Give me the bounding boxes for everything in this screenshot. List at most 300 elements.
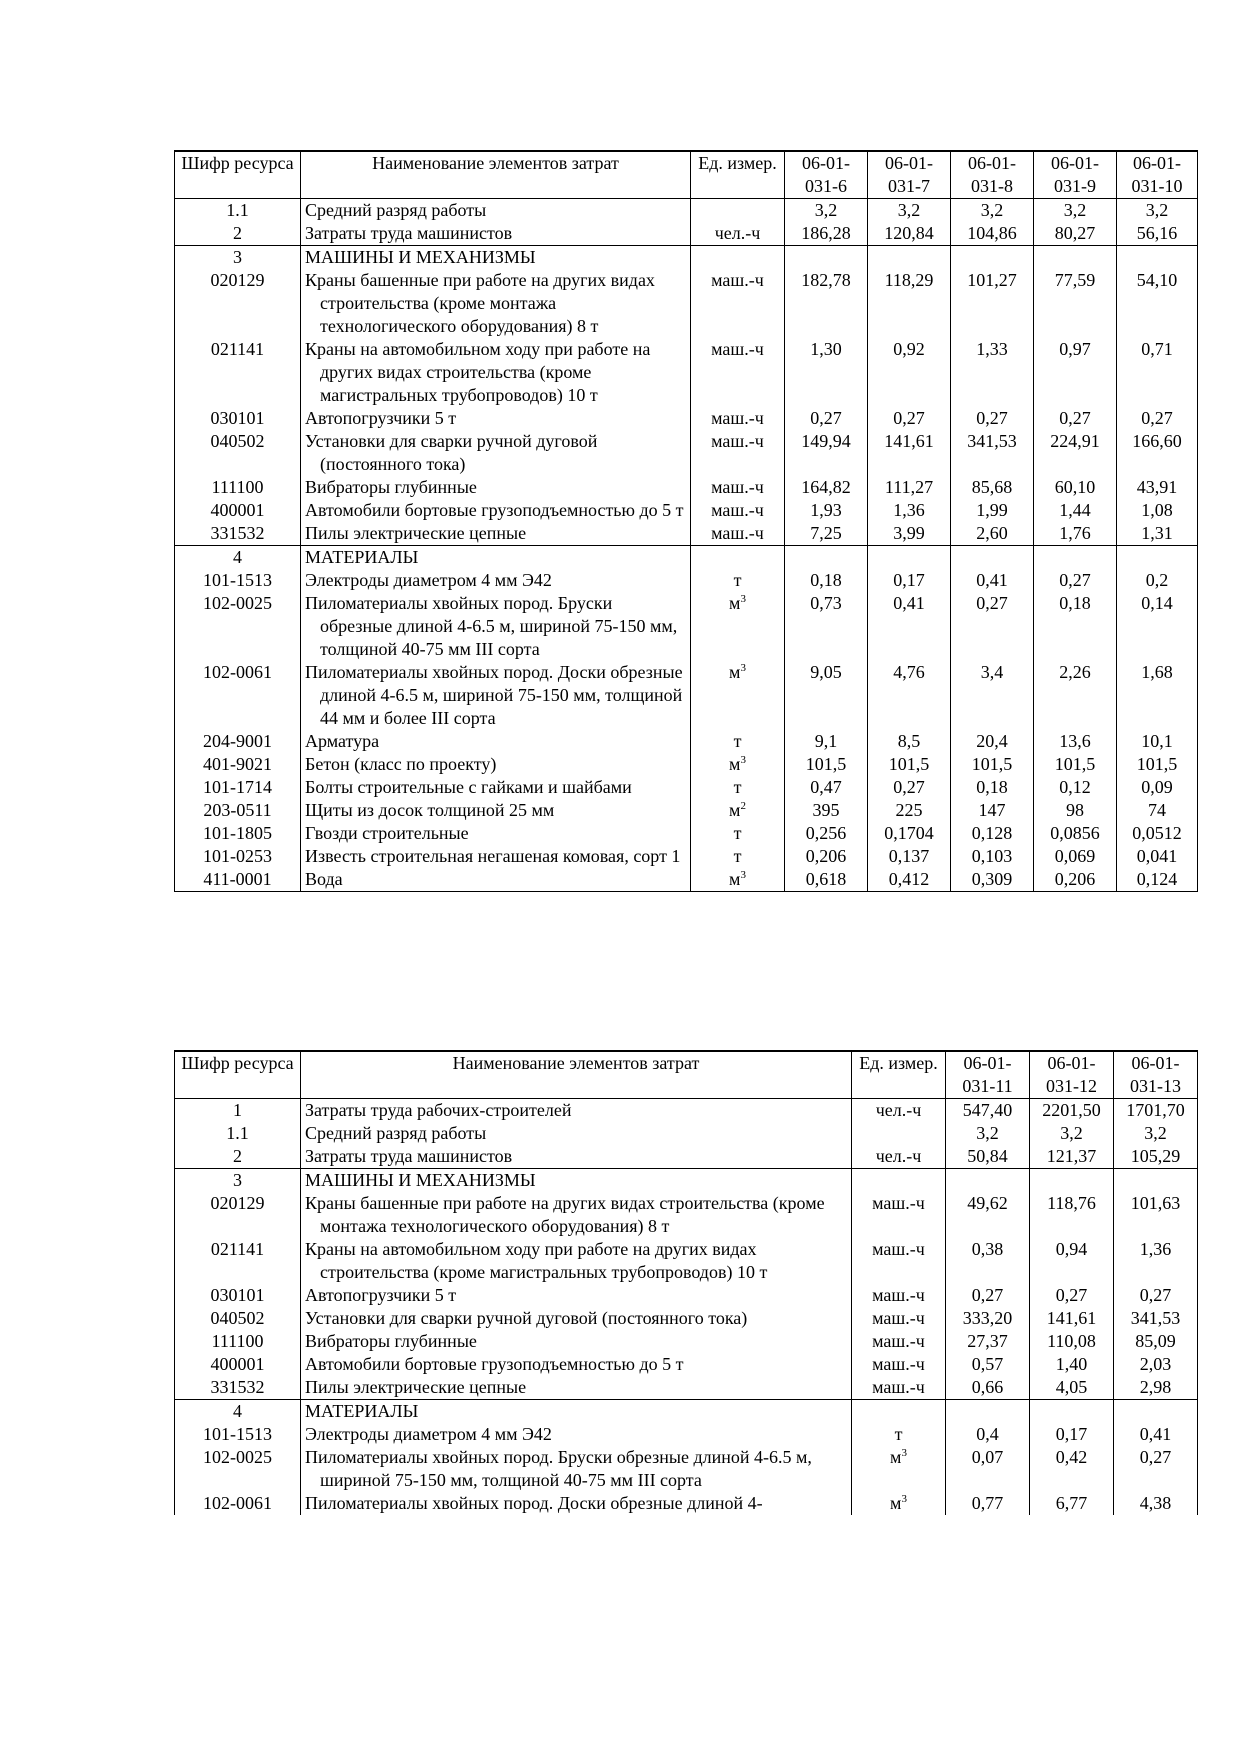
resource-code: 101-1805: [175, 822, 301, 845]
resource-code: 401-9021: [175, 753, 301, 776]
table-row: [175, 1307, 1198, 1330]
table-row: [175, 845, 1198, 868]
unit-cell: [852, 1446, 946, 1492]
header-col-code: 06-01-031-8: [951, 151, 1034, 199]
value-cell: 0,124: [1117, 868, 1198, 892]
value-cell: 50,84: [946, 1145, 1030, 1169]
value-cell: 4,38: [1114, 1492, 1198, 1515]
value-cell: 101,5: [1034, 753, 1117, 776]
table-row: [175, 1376, 1198, 1400]
resource-name-text: Установки для сварки ручной дуговой (постоянного тока): [305, 1308, 748, 1328]
unit-cell: [691, 822, 785, 845]
value-cell: 0,71: [1117, 338, 1198, 407]
value-cell: 0,94: [1030, 1238, 1114, 1284]
unit-cell: [852, 1353, 946, 1376]
value-cell: 0,41: [1114, 1423, 1198, 1446]
resource-name: [301, 845, 691, 868]
unit-exponent: 3: [740, 662, 746, 674]
resource-code: 101-0253: [175, 845, 301, 868]
unit-cell: [691, 338, 785, 407]
value-cell: [1117, 246, 1198, 270]
resource-name-text: Пилы электрические цепные: [305, 1377, 527, 1397]
value-cell: 225: [868, 799, 951, 822]
value-cell: 1,36: [1114, 1238, 1198, 1284]
resource-code: 204-9001: [175, 730, 301, 753]
resource-name-text: Вода: [305, 869, 343, 889]
resource-code: 101-1714: [175, 776, 301, 799]
resource-code: 111100: [175, 476, 301, 499]
resource-code: 030101: [175, 407, 301, 430]
resource-name: [301, 1492, 852, 1515]
value-cell: 0,97: [1034, 338, 1117, 407]
value-cell: 101,5: [951, 753, 1034, 776]
value-cell: 85,68: [951, 476, 1034, 499]
value-cell: 1,44: [1034, 499, 1117, 522]
value-cell: [951, 246, 1034, 270]
table-row: [175, 868, 1198, 892]
value-cell: 101,5: [868, 753, 951, 776]
value-cell: 0,41: [951, 569, 1034, 592]
resource-name-text: Вибраторы глубинные: [305, 477, 477, 497]
resource-name: [301, 1169, 852, 1193]
unit-exponent: 3: [901, 1493, 907, 1505]
unit-cell: [852, 1423, 946, 1446]
header-col-code: 06-01-031-11: [946, 1051, 1030, 1099]
table-row: [175, 522, 1198, 546]
table-row: [175, 1238, 1198, 1284]
table-row: [175, 1423, 1198, 1446]
value-cell: 7,25: [785, 522, 868, 546]
value-cell: 1,33: [951, 338, 1034, 407]
value-cell: 54,10: [1117, 269, 1198, 338]
unit-cell: [691, 799, 785, 822]
value-cell: 2,60: [951, 522, 1034, 546]
value-cell: 3,99: [868, 522, 951, 546]
resource-name: [301, 1376, 852, 1400]
value-cell: 0,412: [868, 868, 951, 892]
resource-code: 331532: [175, 1376, 301, 1400]
value-cell: 8,5: [868, 730, 951, 753]
value-cell: 0,27: [1114, 1284, 1198, 1307]
value-cell: 0,27: [1114, 1446, 1198, 1492]
unit-cell: [852, 1192, 946, 1238]
resource-code: 3: [175, 1169, 301, 1193]
value-cell: 0,27: [1034, 569, 1117, 592]
table-row: [175, 1353, 1198, 1376]
resource-name-text: Арматура: [305, 731, 380, 751]
value-cell: 0,18: [785, 569, 868, 592]
resource-code: 111100: [175, 1330, 301, 1353]
resource-name-text: Затраты труда машинистов: [305, 1146, 513, 1166]
value-cell: 0,27: [1030, 1284, 1114, 1307]
table-row: [175, 730, 1198, 753]
value-cell: 0,18: [1034, 592, 1117, 661]
value-cell: [1030, 1400, 1114, 1424]
value-cell: 56,16: [1117, 222, 1198, 246]
resource-code: 021141: [175, 1238, 301, 1284]
unit-text: чел.-ч: [875, 1100, 922, 1120]
resource-name: [301, 1284, 852, 1307]
section-row: [175, 546, 1198, 570]
resource-name: [301, 1400, 852, 1424]
resource-name-text: Щиты из досок толщиной 25 мм: [305, 800, 555, 820]
resource-name: [301, 338, 691, 407]
value-cell: 141,61: [1030, 1307, 1114, 1330]
unit-cell: [691, 730, 785, 753]
section-row: [175, 1400, 1198, 1424]
unit-text: т: [894, 1424, 903, 1444]
value-cell: [946, 1400, 1030, 1424]
resource-name: [301, 546, 691, 570]
resource-name-text: Автомобили бортовые грузоподъемностью до 5 т: [305, 500, 684, 520]
value-cell: 0,27: [951, 407, 1034, 430]
resource-code: 102-0025: [175, 1446, 301, 1492]
unit-cell: [691, 199, 785, 223]
resource-name: [301, 1423, 852, 1446]
value-cell: 77,59: [1034, 269, 1117, 338]
value-cell: 1,93: [785, 499, 868, 522]
value-cell: [1034, 246, 1117, 270]
resource-name: [301, 1238, 852, 1284]
value-cell: 2,98: [1114, 1376, 1198, 1400]
resource-name-text: Автомобили бортовые грузоподъемностью до 5 т: [305, 1354, 684, 1374]
resource-name-text: Средний разряд работы: [305, 1123, 487, 1143]
value-cell: 0,206: [785, 845, 868, 868]
resource-name: [301, 730, 691, 753]
resource-name-text: Краны на автомобильном ходу при работе на других видах строительства (кроме магистральных трубопроводов) 10 т: [305, 1239, 768, 1282]
unit-cell: [691, 845, 785, 868]
value-cell: 20,4: [951, 730, 1034, 753]
resource-code: 040502: [175, 1307, 301, 1330]
unit-text: т: [733, 823, 742, 843]
unit-text: маш.-ч: [711, 408, 764, 428]
unit-cell: [852, 1122, 946, 1145]
value-cell: 0,27: [1034, 407, 1117, 430]
resource-name: [301, 1122, 852, 1145]
table-row: [175, 499, 1198, 522]
resource-name-text: Автопогрузчики 5 т: [305, 408, 457, 428]
section-row: [175, 246, 1198, 270]
resource-name-text: Затраты труда машинистов: [305, 223, 513, 243]
value-cell: [951, 546, 1034, 570]
unit-text: м: [729, 800, 741, 820]
value-cell: 80,27: [1034, 222, 1117, 246]
value-cell: 0,27: [946, 1284, 1030, 1307]
unit-text: маш.-ч: [872, 1331, 925, 1351]
value-cell: 60,10: [1034, 476, 1117, 499]
resource-code: 1.1: [175, 199, 301, 223]
value-cell: 3,2: [868, 199, 951, 223]
table-row: [175, 430, 1198, 476]
unit-text: маш.-ч: [872, 1193, 925, 1213]
resource-name: [301, 246, 691, 270]
value-cell: 0,47: [785, 776, 868, 799]
resource-name: [301, 430, 691, 476]
header-name: Наименование элементов затрат: [301, 1051, 852, 1099]
value-cell: 149,94: [785, 430, 868, 476]
value-cell: 0,4: [946, 1423, 1030, 1446]
resource-name-text: Пиломатериалы хвойных пород. Доски обрезные длиной 4-6.5 м, шириной 75-150 мм, толщиной 44 мм и более III сорта: [305, 662, 683, 728]
table-row: [175, 1330, 1198, 1353]
resource-code: 101-1513: [175, 1423, 301, 1446]
resource-code: 400001: [175, 1353, 301, 1376]
value-cell: [1117, 546, 1198, 570]
value-cell: 0,66: [946, 1376, 1030, 1400]
resource-name: [301, 1307, 852, 1330]
unit-cell: [852, 1307, 946, 1330]
value-cell: 98: [1034, 799, 1117, 822]
unit-text: маш.-ч: [711, 270, 764, 290]
value-cell: [1114, 1400, 1198, 1424]
resource-name: [301, 569, 691, 592]
value-cell: 0,17: [868, 569, 951, 592]
value-cell: 2,03: [1114, 1353, 1198, 1376]
value-cell: 120,84: [868, 222, 951, 246]
value-cell: 182,78: [785, 269, 868, 338]
unit-cell: [691, 407, 785, 430]
table-row: [175, 753, 1198, 776]
header-name: Наименование элементов затрат: [301, 151, 691, 199]
value-cell: 110,08: [1030, 1330, 1114, 1353]
unit-text: маш.-ч: [711, 523, 764, 543]
value-cell: 0,103: [951, 845, 1034, 868]
value-cell: 1,08: [1117, 499, 1198, 522]
value-cell: 3,2: [1030, 1122, 1114, 1145]
resource-name-text: Пилы электрические цепные: [305, 523, 527, 543]
table-row: [175, 1099, 1198, 1123]
value-cell: [1034, 546, 1117, 570]
resource-name: [301, 799, 691, 822]
value-cell: 13,6: [1034, 730, 1117, 753]
header-unit: Ед. измер.: [691, 151, 785, 199]
value-cell: 0,2: [1117, 569, 1198, 592]
value-cell: 101,5: [1117, 753, 1198, 776]
value-cell: 547,40: [946, 1099, 1030, 1123]
value-cell: 0,069: [1034, 845, 1117, 868]
header-unit: Ед. измер.: [852, 1051, 946, 1099]
unit-cell: [691, 546, 785, 570]
resource-name: [301, 1099, 852, 1123]
table-row: [175, 1145, 1198, 1169]
resource-name: [301, 868, 691, 892]
unit-text: т: [733, 731, 742, 751]
value-cell: 0,0856: [1034, 822, 1117, 845]
value-cell: 0,0512: [1117, 822, 1198, 845]
resource-code: 102-0061: [175, 1492, 301, 1515]
resource-name: [301, 822, 691, 845]
unit-text: маш.-ч: [711, 431, 764, 451]
resource-name: [301, 1330, 852, 1353]
unit-text: чел.-ч: [875, 1146, 922, 1166]
value-cell: 0,1704: [868, 822, 951, 845]
value-cell: 4,05: [1030, 1376, 1114, 1400]
unit-cell: [691, 499, 785, 522]
resource-code: 021141: [175, 338, 301, 407]
value-cell: 1,76: [1034, 522, 1117, 546]
unit-text: м: [729, 662, 741, 682]
value-cell: 9,1: [785, 730, 868, 753]
value-cell: 0,27: [868, 407, 951, 430]
resource-name-text: Пиломатериалы хвойных пород. Бруски обрезные длиной 4-6.5 м, шириной 75-150 мм, толщиной 40-75 мм III сорта: [305, 593, 678, 659]
unit-text: маш.-ч: [711, 339, 764, 359]
resource-name: [301, 499, 691, 522]
value-cell: [1114, 1169, 1198, 1193]
value-cell: 1701,70: [1114, 1099, 1198, 1123]
unit-cell: [852, 1169, 946, 1193]
value-cell: 0,27: [1117, 407, 1198, 430]
value-cell: [785, 246, 868, 270]
table-row: [175, 1122, 1198, 1145]
value-cell: 0,618: [785, 868, 868, 892]
value-cell: 0,42: [1030, 1446, 1114, 1492]
value-cell: 3,2: [951, 199, 1034, 223]
resource-name: [301, 753, 691, 776]
header-col-code: 06-01-031-13: [1114, 1051, 1198, 1099]
value-cell: 224,91: [1034, 430, 1117, 476]
unit-exponent: 3: [740, 754, 746, 766]
resource-name: [301, 199, 691, 223]
resource-name: [301, 269, 691, 338]
unit-text: м: [729, 869, 741, 889]
resource-code: 020129: [175, 1192, 301, 1238]
resource-name: [301, 1446, 852, 1492]
value-cell: 0,12: [1034, 776, 1117, 799]
resource-name: [301, 407, 691, 430]
value-cell: 0,18: [951, 776, 1034, 799]
resource-name-text: Краны башенные при работе на других видах строительства (кроме монтажа технологического оборудования) 8 т: [305, 270, 655, 336]
resource-code: 203-0511: [175, 799, 301, 822]
resource-table-2: [174, 1050, 1198, 1515]
resource-code: 040502: [175, 430, 301, 476]
table-row: [175, 1192, 1198, 1238]
value-cell: 0,206: [1034, 868, 1117, 892]
header-col-code: 06-01-031-6: [785, 151, 868, 199]
table-header-row: [175, 1051, 1198, 1099]
table-row: [175, 776, 1198, 799]
table-row: [175, 199, 1198, 223]
unit-cell: [691, 868, 785, 892]
unit-cell: [852, 1099, 946, 1123]
resource-name-text: Пиломатериалы хвойных пород. Бруски обрезные длиной 4-6.5 м, шириной 75-150 мм, толщиной 40-75 мм III сорта: [305, 1447, 812, 1490]
value-cell: 0,137: [868, 845, 951, 868]
value-cell: 4,76: [868, 661, 951, 730]
unit-text: м: [890, 1493, 902, 1513]
table-row: [175, 799, 1198, 822]
value-cell: 74: [1117, 799, 1198, 822]
resource-name-text: Краны башенные при работе на других видах строительства (кроме монтажа технологического оборудования) 8 т: [305, 1193, 825, 1236]
resource-name: [301, 592, 691, 661]
value-cell: 0,256: [785, 822, 868, 845]
resource-code: 3: [175, 246, 301, 270]
value-cell: 395: [785, 799, 868, 822]
value-cell: 27,37: [946, 1330, 1030, 1353]
table-row: [175, 269, 1198, 338]
unit-cell: [691, 522, 785, 546]
unit-text: маш.-ч: [872, 1285, 925, 1305]
resource-name-text: Вибраторы глубинные: [305, 1331, 477, 1351]
value-cell: 101,27: [951, 269, 1034, 338]
resource-name-text: Известь строительная негашеная комовая, сорт 1: [305, 846, 681, 866]
resource-name-text: МАТЕРИАЛЫ: [305, 547, 419, 567]
value-cell: 2201,50: [1030, 1099, 1114, 1123]
table-row: [175, 407, 1198, 430]
value-cell: 341,53: [1114, 1307, 1198, 1330]
unit-cell: [691, 269, 785, 338]
resource-name: [301, 661, 691, 730]
value-cell: 0,27: [868, 776, 951, 799]
value-cell: 147: [951, 799, 1034, 822]
table-row: [175, 822, 1198, 845]
value-cell: 101,63: [1114, 1192, 1198, 1238]
unit-text: маш.-ч: [711, 500, 764, 520]
table-row: [175, 661, 1198, 730]
value-cell: 164,82: [785, 476, 868, 499]
header-col-code: 06-01-031-9: [1034, 151, 1117, 199]
unit-exponent: 3: [740, 869, 746, 881]
unit-cell: [852, 1400, 946, 1424]
value-cell: 0,38: [946, 1238, 1030, 1284]
resource-code: 102-0061: [175, 661, 301, 730]
value-cell: 111,27: [868, 476, 951, 499]
value-cell: 333,20: [946, 1307, 1030, 1330]
value-cell: 1,68: [1117, 661, 1198, 730]
resource-code: 4: [175, 546, 301, 570]
value-cell: 166,60: [1117, 430, 1198, 476]
resource-name: [301, 776, 691, 799]
unit-cell: [691, 222, 785, 246]
value-cell: [946, 1169, 1030, 1193]
value-cell: 0,27: [785, 407, 868, 430]
value-cell: 0,07: [946, 1446, 1030, 1492]
value-cell: 10,1: [1117, 730, 1198, 753]
resource-name-text: Установки для сварки ручной дуговой (постоянного тока): [305, 431, 598, 474]
value-cell: [1030, 1169, 1114, 1193]
unit-cell: [691, 776, 785, 799]
value-cell: 3,2: [1117, 199, 1198, 223]
table-row: [175, 1284, 1198, 1307]
resource-code: 2: [175, 222, 301, 246]
resource-code: 400001: [175, 499, 301, 522]
value-cell: 0,41: [868, 592, 951, 661]
resource-code: 020129: [175, 269, 301, 338]
resource-name: [301, 476, 691, 499]
value-cell: 121,37: [1030, 1145, 1114, 1169]
resource-code: 1.1: [175, 1122, 301, 1145]
unit-cell: [691, 569, 785, 592]
unit-cell: [691, 592, 785, 661]
value-cell: 0,73: [785, 592, 868, 661]
value-cell: [785, 546, 868, 570]
unit-cell: [852, 1376, 946, 1400]
header-col-code: 06-01-031-12: [1030, 1051, 1114, 1099]
value-cell: 43,91: [1117, 476, 1198, 499]
unit-text: чел.-ч: [714, 223, 761, 243]
resource-code: 4: [175, 1400, 301, 1424]
unit-exponent: 3: [901, 1447, 907, 1459]
resource-code: 101-1513: [175, 569, 301, 592]
resource-code: 2: [175, 1145, 301, 1169]
resource-name-text: Электроды диаметром 4 мм Э42: [305, 570, 552, 590]
unit-cell: [852, 1492, 946, 1515]
value-cell: 0,128: [951, 822, 1034, 845]
value-cell: 2,26: [1034, 661, 1117, 730]
resource-table-1: [174, 150, 1198, 892]
value-cell: 0,041: [1117, 845, 1198, 868]
value-cell: 3,4: [951, 661, 1034, 730]
unit-text: т: [733, 570, 742, 590]
unit-text: маш.-ч: [872, 1354, 925, 1374]
resource-name: [301, 1192, 852, 1238]
